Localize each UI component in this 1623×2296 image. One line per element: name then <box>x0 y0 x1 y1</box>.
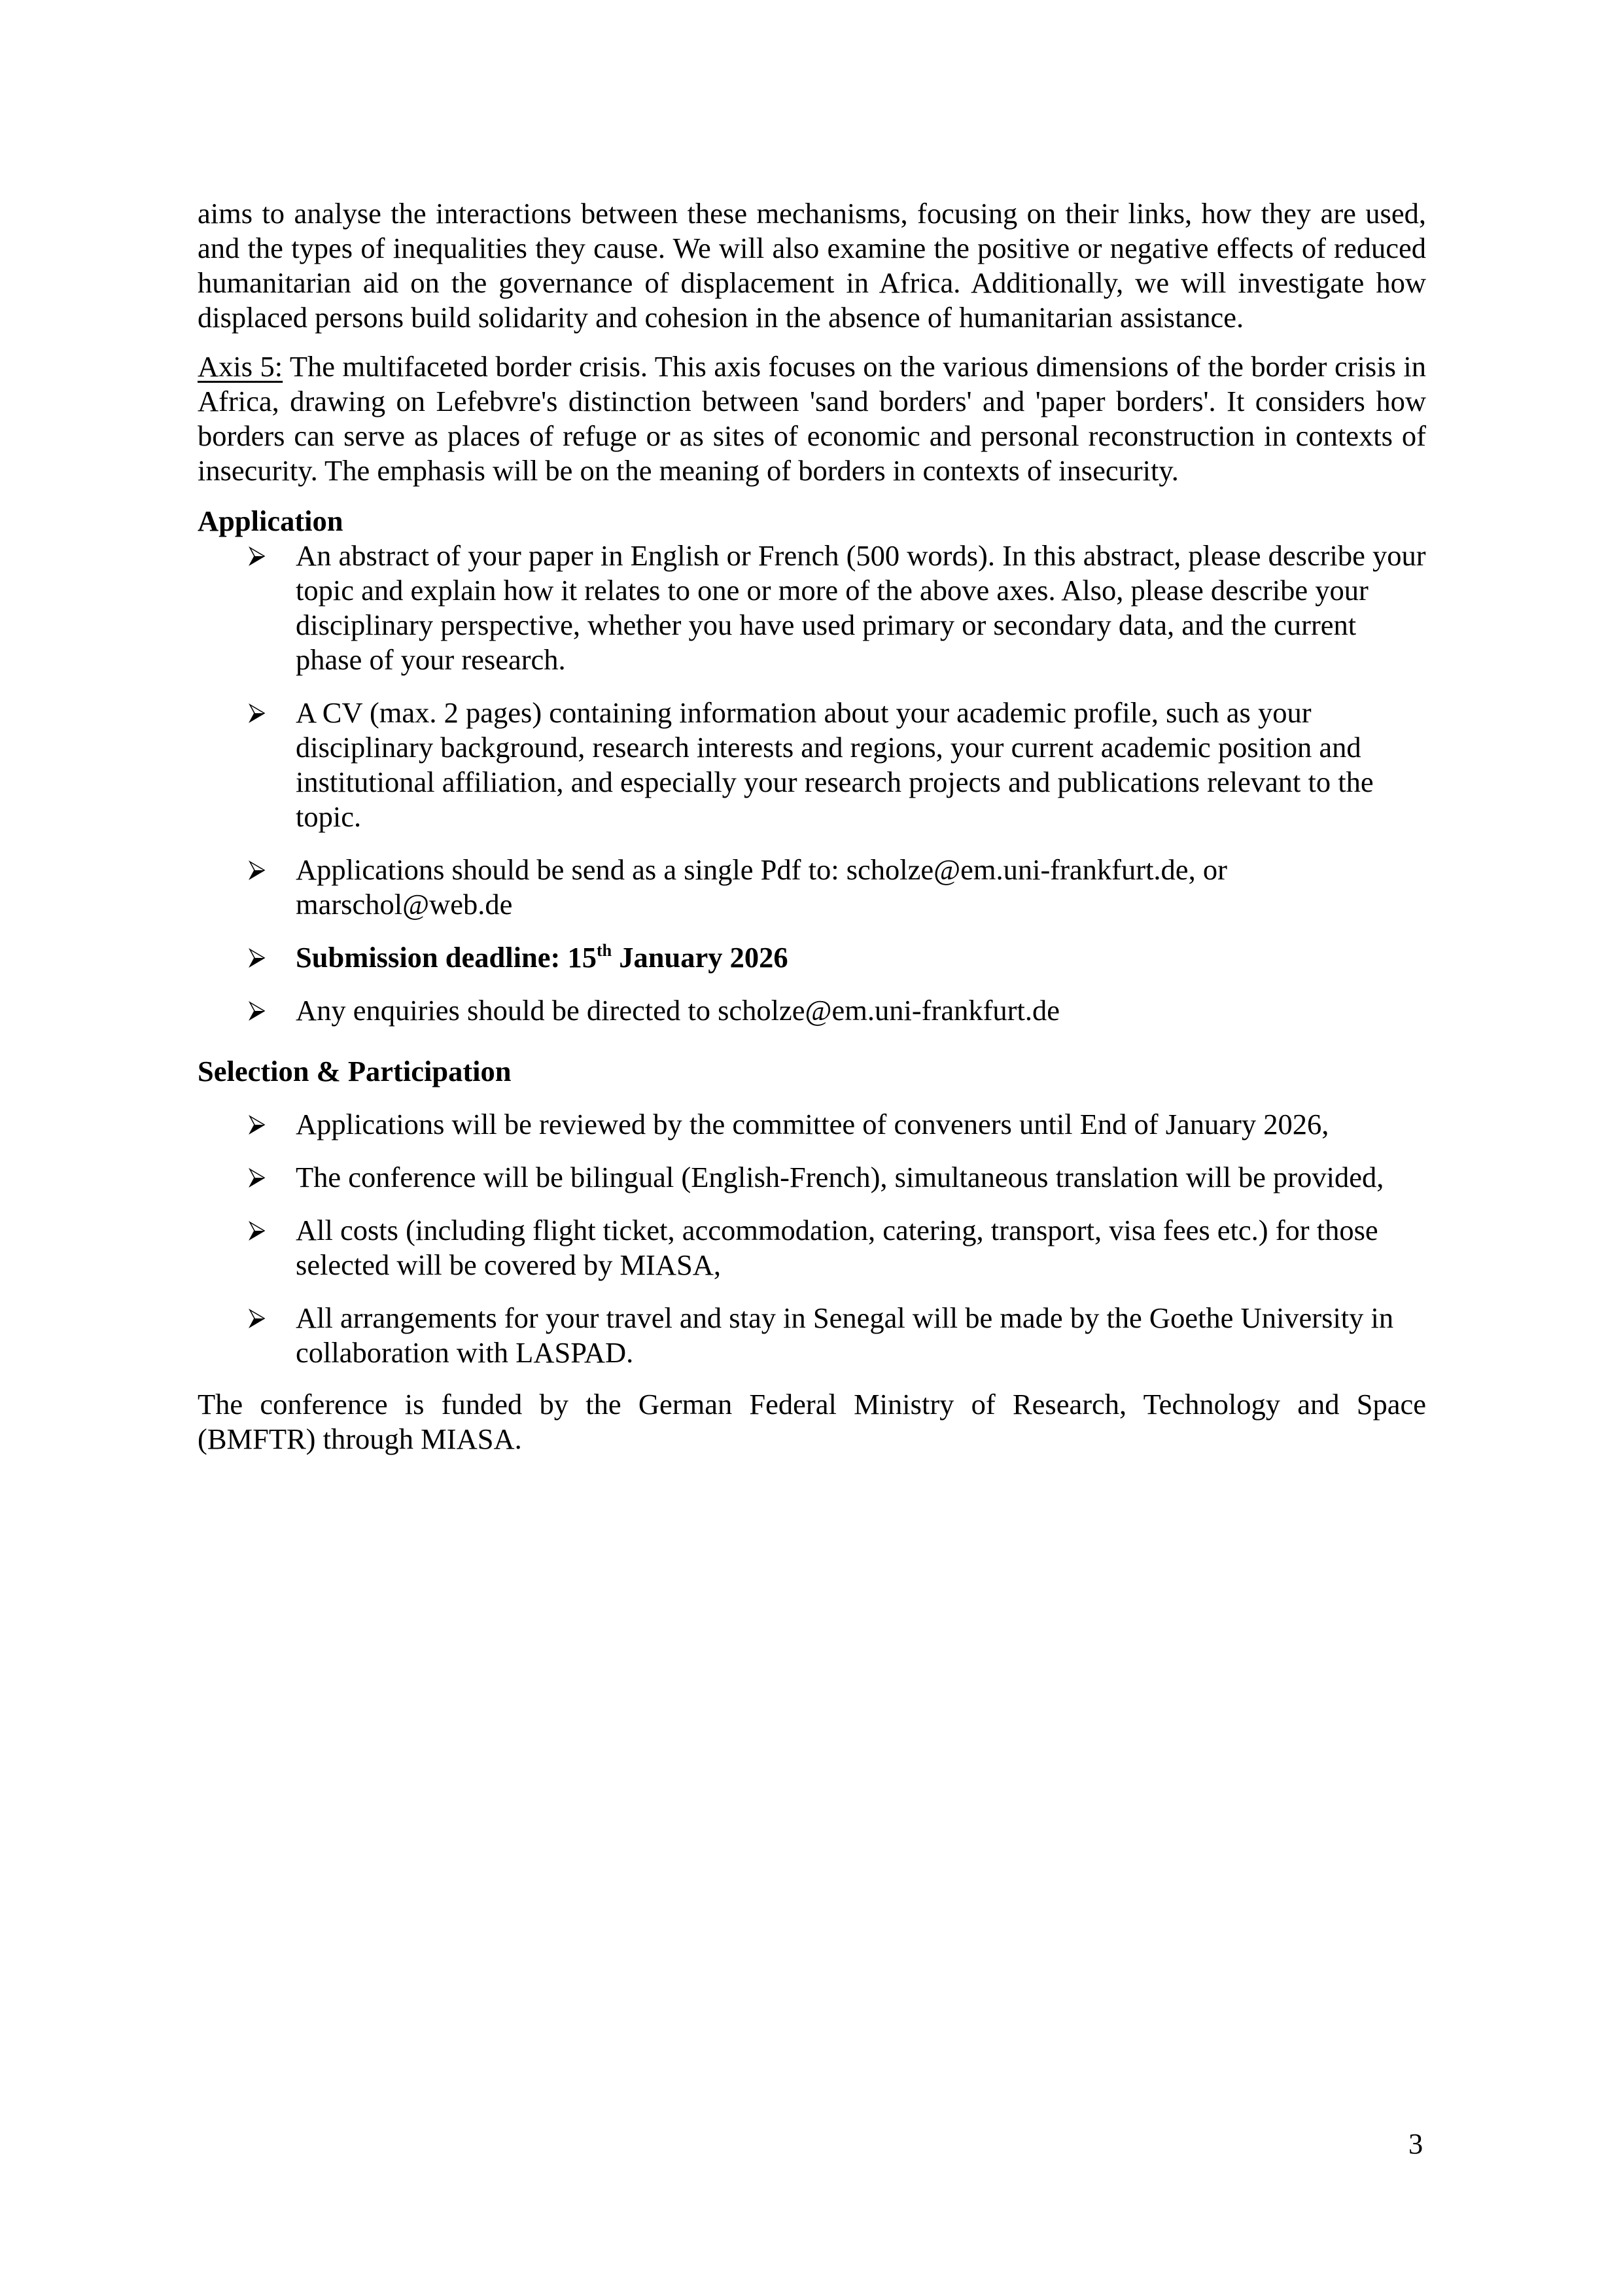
list-item <box>198 1107 1426 1142</box>
abstract-requirement: An abstract of your paper in English or French (500 words). In this abstract, please describe your topic and explain how it relates to one or more of the above axes. Also, please describe your disciplinary perspective, whether you have used primary or secondary data, and the current phase of your research. <box>296 539 1426 676</box>
arrow-bullet-icon <box>249 703 266 723</box>
deadline-label: Submission deadline: 15 <box>296 941 597 974</box>
email-link-enquiries[interactable]: scholze@em.uni-frankfurt.de <box>718 994 1060 1027</box>
axis5-paragraph <box>198 349 1426 488</box>
list-item <box>198 1301 1426 1370</box>
list-item <box>198 696 1426 834</box>
email-link-scholze[interactable]: scholze@em.uni-frankfurt.de <box>846 853 1189 886</box>
arrow-bullet-icon <box>249 860 266 880</box>
application-heading: Application <box>198 504 343 537</box>
arrow-bullet-icon <box>249 1309 266 1328</box>
intro-paragraph: aims to analyse the interactions between these mechanisms, focusing on their links, how they are used, and the types of inequalities they cause. We will also examine the positive or negative effects of reduced humanitarian aid on the governance of displacement in Africa. Additionally, we will investigate how displaced persons build solidarity and cohesion in the absence of humanitarian assistance. <box>198 197 1426 334</box>
list-item <box>198 1213 1426 1282</box>
application-list <box>198 539 1426 1028</box>
email-link-marschol[interactable]: marschol@web.de <box>296 888 513 921</box>
arrow-bullet-icon <box>249 1221 266 1241</box>
costs-info: All costs (including flight ticket, accommodation, catering, transport, visa fees etc.) for those selected will be covered by MIASA, <box>296 1214 1378 1281</box>
submission-deadline <box>296 941 788 974</box>
cv-requirement: A CV (max. 2 pages) containing information about your academic profile, such as your disciplinary background, research interests and regions, your current academic position and institutional affiliation, and especially your research projects and publications relevant to the topic. <box>296 696 1374 833</box>
list-item <box>198 539 1426 677</box>
separator-text: , or <box>1188 853 1227 886</box>
list-item <box>198 1160 1426 1195</box>
selection-list <box>198 1107 1426 1370</box>
arrow-bullet-icon <box>249 1115 266 1135</box>
list-item <box>198 853 1426 922</box>
travel-arrangements: All arrangements for your travel and stay in Senegal will be made by the Goethe University in collaboration with LASPAD. <box>296 1301 1394 1369</box>
ordinal-suffix: th <box>596 941 612 960</box>
funding-line-1: The conference is funded by the German Federal Ministry of Research, Technology and Space <box>198 1388 1426 1421</box>
list-item <box>198 940 1426 975</box>
submission-instructions: Applications should be send as a single Pdf to: <box>296 853 846 886</box>
arrow-bullet-icon <box>249 546 266 566</box>
page-content <box>198 196 1426 1457</box>
axis5-text: The multifaceted border crisis. This axis focuses on the various dimensions of the border crisis in Africa, drawing on Lefebvre's distinction between 'sand borders' and 'paper borders'. It considers how borders can serve as places of refuge or as sites of economic and personal reconstruction in contexts of insecurity. The emphasis will be on the meaning of borders in contexts of insecurity. <box>198 350 1426 487</box>
axis5-label: Axis 5: <box>198 350 283 383</box>
list-item <box>198 993 1426 1028</box>
arrow-bullet-icon <box>249 1168 266 1188</box>
deadline-date: January 2026 <box>612 941 788 974</box>
funding-statement <box>198 1387 1426 1457</box>
funding-line-2: (BMFTR) through MIASA. <box>198 1422 522 1455</box>
enquiries-text: Any enquiries should be directed to <box>296 994 718 1027</box>
page-number: 3 <box>1408 2127 1423 2160</box>
language-info: The conference will be bilingual (English-French), simultaneous translation will be provided, <box>296 1161 1384 1193</box>
arrow-bullet-icon <box>249 1001 266 1021</box>
selection-heading: Selection & Participation <box>198 1055 512 1087</box>
review-timeline: Applications will be reviewed by the committee of conveners until End of January 2026, <box>296 1108 1329 1140</box>
arrow-bullet-icon <box>249 948 266 968</box>
